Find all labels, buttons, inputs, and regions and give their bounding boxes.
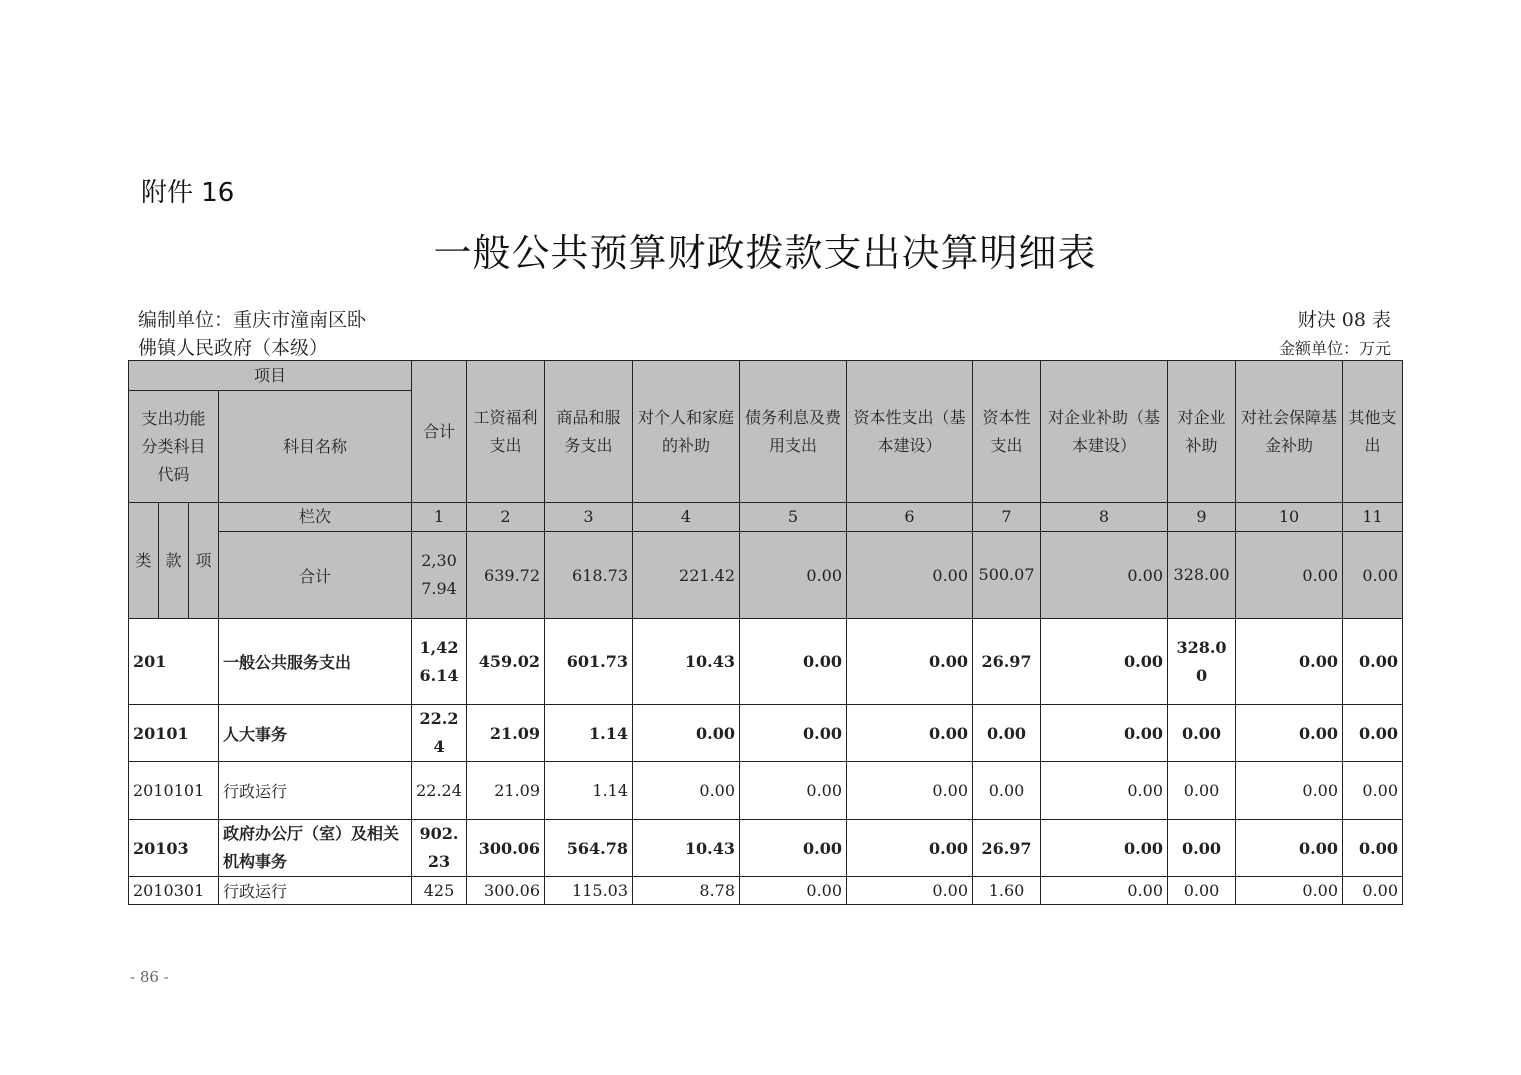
cell: 26.97 [973,619,1041,705]
cell: 0.00 [1236,820,1343,877]
cell: 0.00 [1168,820,1236,877]
table-row [129,820,1403,877]
col-num: 10 [1236,503,1343,532]
cell: 902.23 [412,820,467,877]
column-number-row [129,503,1403,532]
total-cell: 0.00 [1343,532,1403,619]
cell: 0.00 [1343,619,1403,705]
cell: 328.00 [1168,619,1236,705]
total-cell: 0.00 [1236,532,1343,619]
total-cell: 500.07 [973,532,1041,619]
col-num: 3 [545,503,633,532]
row-code: 20101 [129,705,219,762]
cell: 564.78 [545,820,633,877]
col4-header: 对个人和家庭的补助 [633,361,740,503]
total-cell: 618.73 [545,532,633,619]
cell: 0.00 [1041,705,1168,762]
col7-header: 资本性支出 [973,361,1041,503]
col2-header: 工资福利支出 [467,361,545,503]
total-cell: 221.42 [633,532,740,619]
prepared-by-line2: 佛镇人民政府（本级） [138,337,329,359]
table-row [129,705,1403,762]
cell: 0.00 [740,820,847,877]
cell: 10.43 [633,619,740,705]
cell: 26.97 [973,820,1041,877]
cell: 0.00 [1343,820,1403,877]
table-row [129,877,1403,905]
cell: 0.00 [1236,619,1343,705]
cell: 0.00 [847,762,973,820]
col-num: 11 [1343,503,1403,532]
row-name: 政府办公厅（室）及相关机构事务 [219,820,412,877]
row-name: 行政运行 [219,762,412,820]
cell: 115.03 [545,877,633,905]
total-cell: 2,307.94 [412,532,467,619]
cell: 0.00 [973,705,1041,762]
project-header: 项目 [129,361,412,391]
xiang-header: 项 [189,503,219,619]
cell: 21.09 [467,762,545,820]
cell: 21.09 [467,705,545,762]
total-cell: 0.00 [740,532,847,619]
expenditure-table [128,360,1403,905]
cell: 0.00 [1236,762,1343,820]
total-col-header: 合计 [412,361,467,503]
total-cell: 0.00 [847,532,973,619]
cell: 10.43 [633,820,740,877]
cell: 425 [412,877,467,905]
form-number: 财决 08 表 [1297,309,1391,331]
row-code: 2010101 [129,762,219,820]
cell: 0.00 [1168,877,1236,905]
cell: 0.00 [740,705,847,762]
total-cell: 328.00 [1168,532,1236,619]
cell: 0.00 [1168,762,1236,820]
cell: 0.00 [1041,820,1168,877]
cell: 300.06 [467,820,545,877]
col-num: 6 [847,503,973,532]
col8-header: 对企业补助（基本建设） [1041,361,1168,503]
cell: 0.00 [1343,762,1403,820]
cell: 0.00 [1343,877,1403,905]
row-name: 行政运行 [219,877,412,905]
col-num: 2 [467,503,545,532]
cell: 0.00 [973,762,1041,820]
col3-header: 商品和服务支出 [545,361,633,503]
cell: 22.24 [412,762,467,820]
cell: 0.00 [1168,705,1236,762]
col5-header: 债务利息及费用支出 [740,361,847,503]
col10-header: 对社会保障基金补助 [1236,361,1343,503]
total-cell: 639.72 [467,532,545,619]
cell: 0.00 [847,705,973,762]
cell: 0.00 [740,877,847,905]
col-num: 8 [1041,503,1168,532]
table-row [129,619,1403,705]
col-num: 4 [633,503,740,532]
cell: 0.00 [1236,705,1343,762]
row-code: 201 [129,619,219,705]
func-code-header: 支出功能分类科目代码 [129,391,219,503]
kuan-header: 款 [159,503,189,619]
cell: 0.00 [1236,877,1343,905]
money-unit: 金额单位：万元 [1278,339,1391,358]
cell: 0.00 [740,762,847,820]
cell: 0.00 [633,762,740,820]
row-label: 栏次 [219,503,412,532]
cell: 1.14 [545,762,633,820]
total-row [129,532,1403,619]
cell: 0.00 [847,619,973,705]
col-num: 7 [973,503,1041,532]
cell: 0.00 [1041,877,1168,905]
col11-header: 其他支出 [1343,361,1403,503]
col6-header: 资本性支出（基本建设） [847,361,973,503]
cell: 0.00 [740,619,847,705]
cell: 1.60 [973,877,1041,905]
table-body [129,361,1403,905]
col-num: 9 [1168,503,1236,532]
prepared-by-line1: 编制单位：重庆市潼南区卧 [138,309,367,331]
cell: 0.00 [847,820,973,877]
attachment-label: 附件 16 [141,178,235,208]
cell: 300.06 [467,877,545,905]
page-number: - 86 - [130,968,169,986]
col9-header: 对企业补助 [1168,361,1236,503]
col-num: 1 [412,503,467,532]
row-name: 一般公共服务支出 [219,619,412,705]
table-row [129,762,1403,820]
row-code: 2010301 [129,877,219,905]
cell: 1.14 [545,705,633,762]
total-row-name: 合计 [219,532,412,619]
col-num: 5 [740,503,847,532]
cell: 0.00 [1041,619,1168,705]
cell: 0.00 [847,877,973,905]
row-code: 20103 [129,820,219,877]
lei-header: 类 [129,503,159,619]
header-row-1 [129,361,1403,391]
subject-name-header: 科目名称 [219,391,412,503]
cell: 601.73 [545,619,633,705]
cell: 0.00 [1041,762,1168,820]
page-title: 一般公共预算财政拨款支出决算明细表 [433,231,1097,275]
cell: 8.78 [633,877,740,905]
cell: 0.00 [1343,705,1403,762]
cell: 1,426.14 [412,619,467,705]
total-cell: 0.00 [1041,532,1168,619]
row-name: 人大事务 [219,705,412,762]
cell: 22.24 [412,705,467,762]
cell: 459.02 [467,619,545,705]
cell: 0.00 [633,705,740,762]
